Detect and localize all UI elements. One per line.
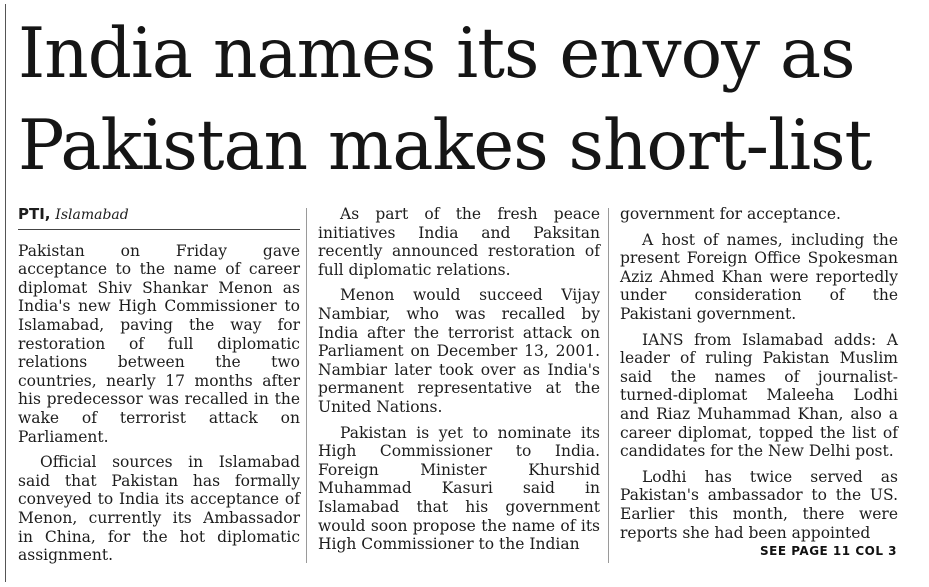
article-column-3 [620,205,898,549]
paragraph: Official sources in Islamabad said that Pakistan has formally conveyed to India its acceptance of Menon, currently its Ambassador in China, for the hot diplomatic assignment. [18,453,300,565]
byline-agency: PTI, [18,205,51,223]
headline-line-2: Pakistan makes short-list [18,106,872,186]
paragraph: Pakistan on Friday gave acceptance to the name of career diplomat Shiv Shankar Menon as India's new High Commissioner to Islamabad, paving the way for restoration of full diplomatic relations between the two countries, nearly 17 months after his predecessor was recalled in the wake of terrorist attack on Parliament. [18,241,300,446]
paragraph: A host of names, including the present Foreign Office Spokesman Aziz Ahmed Khan were reportedly under consideration of the Pakistani government. [620,230,898,323]
byline-place: Islamabad [55,207,129,223]
article-column-1 [18,205,300,572]
paragraph: Pakistan is yet to nominate its High Commissioner to India. Foreign Minister Khurshid Muhammad Kasuri said in Islamabad that his government would soon propose the name of its High Commissioner to the Indian [318,423,600,554]
continued-on-jump-line: SEE PAGE 11 COL 3 [760,544,897,558]
paragraph: IANS from Islamabad adds: A leader of ruling Pakistan Muslim said the names of journalist-turned-diplomat Maleeha Lodhi and Riaz Muhammad Khan, also a career diplomat, topped the list of candidates for the New Delhi post. [620,330,898,461]
byline [18,205,300,225]
headline [18,8,923,192]
article-column-2 [318,205,600,561]
left-border-rule [5,4,6,582]
column-divider [306,208,307,563]
paragraph: Lodhi has twice served as Pakistan's ambassador to the US. Earlier this month, there were reports she had been appointed [620,467,898,542]
paragraph: government for acceptance. [620,205,841,223]
headline-line-1: India names its envoy as [18,14,855,94]
column-divider [608,208,609,563]
byline-divider [18,229,300,230]
paragraph: As part of the fresh peace initiatives India and Paksitan recently announced restoration of full diplomatic relations. [318,205,600,279]
paragraph: Menon would succeed Vijay Nambiar, who was recalled by India after the terrorist attack on Parliament on December 13, 2001. Nambiar later took over as India's permanent representative at the United Nations. [318,286,600,416]
